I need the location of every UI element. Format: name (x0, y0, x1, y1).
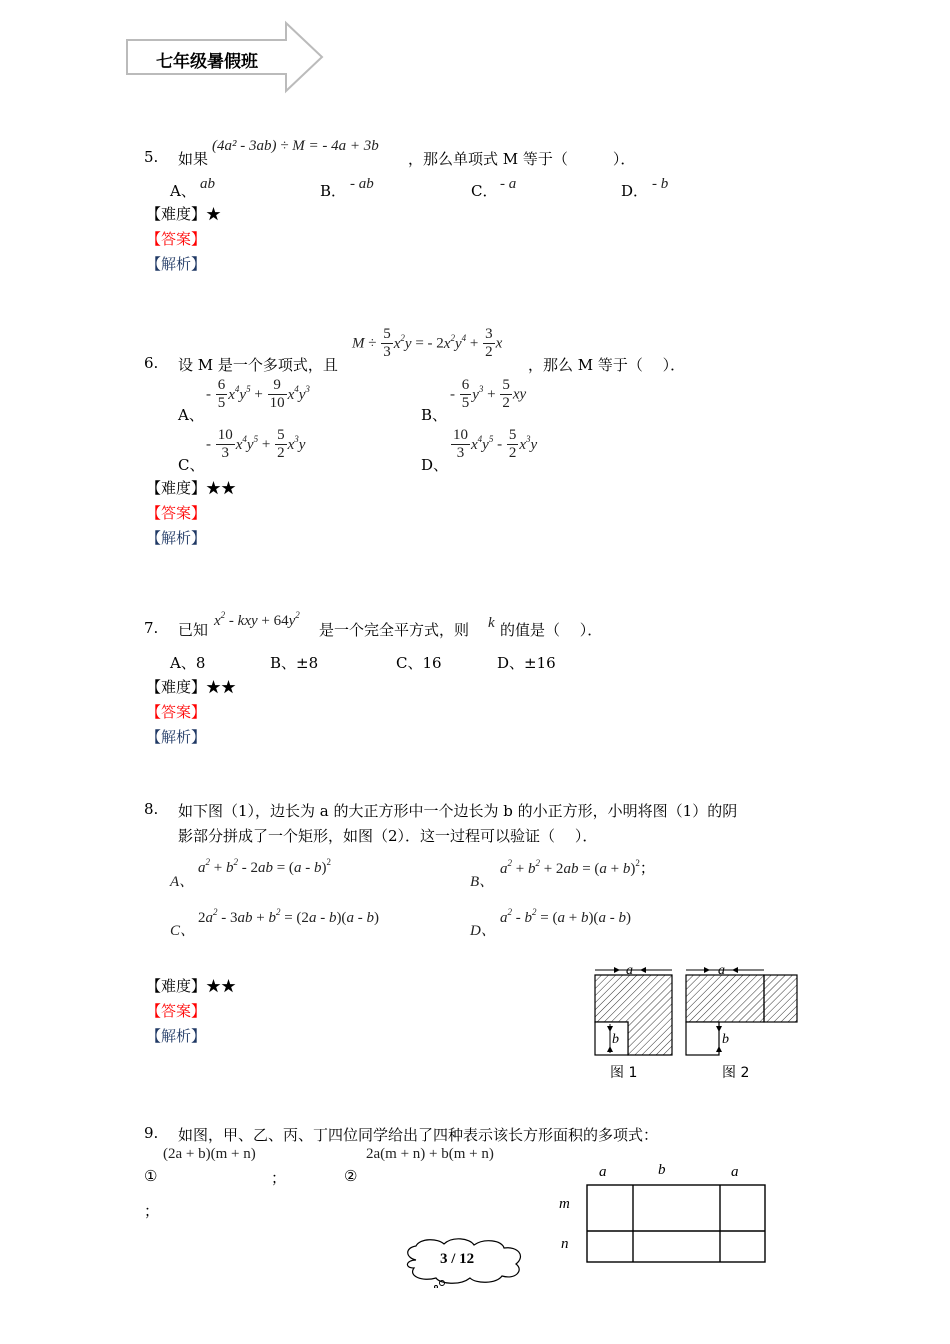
q6-option-b-expr: - $\frac{6}{5}$ $y^3$ + $\frac{5}{2}$ xy (450, 377, 527, 411)
q5-option-c-label: C． (471, 182, 498, 200)
fraction: $\frac{5}{3}$ (383, 326, 391, 360)
q9-col-label-b: b (658, 1162, 666, 1178)
fig2-label-b: b (722, 1032, 729, 1047)
page-number: 3 / 12 (440, 1251, 475, 1267)
fig1-label-b: b (612, 1032, 619, 1047)
q6-option-c-expr: - $\frac{10}{3}$ $x^4y^5$ + $\frac{5}{2}$ $x^3y$ (206, 427, 306, 461)
fig2-caption: 图 2 (722, 1065, 750, 1081)
q9-circle-1: ① (144, 1167, 158, 1185)
q7-expression: $x^2$ - kxy + $64y^2$ (214, 610, 300, 629)
fig1-caption: 图 1 (610, 1065, 638, 1081)
q5-option-a-label: A、 (170, 182, 196, 200)
q5-number: 5. (144, 148, 159, 166)
figure-1 (595, 963, 672, 1081)
q8-line-2: 影部分拼成了一个矩形，如图（2）．这一过程可以验证（ ）． (178, 827, 598, 845)
fraction: $\frac{3}{2}$ (485, 326, 493, 360)
q6-suffix: ，那么 M 等于（ ）． (528, 356, 686, 374)
q9-row-label-n: n (561, 1236, 569, 1252)
q7-option-c: C、16 (396, 654, 442, 672)
q8-difficulty: 【难度】★★ (146, 977, 237, 995)
fig2-arrow-left (704, 967, 710, 973)
q8-option-a-expr: $a^2 + b^2 - 2ab = (a - b)^2$ (198, 857, 331, 876)
q9-col-label-a1: a (599, 1164, 607, 1180)
q9-outer-rect (587, 1185, 765, 1262)
q5-option-d-value: - b (652, 176, 669, 192)
q9-expr-2: 2a(m + n) + b(m + n) (366, 1146, 494, 1162)
q6-difficulty: 【难度】★★ (146, 479, 237, 497)
q5-difficulty: 【难度】★ (146, 205, 222, 223)
header-title: 七年级暑假班 (156, 52, 258, 72)
q8-option-c-label: C、 (170, 923, 196, 939)
q5-answer-label: 【答案】 (146, 230, 207, 248)
q9-text: 如图，甲、乙、丙、丁四位同学给出了四种表示该长方形面积的多项式： (178, 1126, 659, 1144)
q7-answer-label: 【答案】 (146, 703, 207, 721)
q8-analysis-label: 【解析】 (146, 1027, 207, 1045)
fig1-label-a: a (626, 963, 633, 978)
q5-expression: (4a² - 3ab) ÷ M = - 4a + 3b (212, 138, 379, 154)
q8-option-d-expr: $a^2 - b^2 = (a + b)(a - b)$ (500, 907, 631, 926)
q6-option-d-expr: $\frac{10}{3}$ $x^4y^5$ - $\frac{5}{2}$ $x^3y$ (453, 427, 538, 461)
fig2-arrow-right (732, 967, 738, 973)
q6-prefix: 设 M 是一个多项式，且 (178, 356, 338, 374)
q9-expr-1: (2a + b)(m + n) (163, 1146, 256, 1162)
q8-option-a-label: A、 (170, 874, 195, 890)
q6-analysis-label: 【解析】 (146, 529, 207, 547)
fig2-rect-extension (764, 975, 797, 1022)
q6-option-a-label: A、 (178, 406, 204, 424)
fig1-arrow-left (614, 967, 620, 973)
q6-option-a-expr: - $\frac{6}{5}$ $x^4y^5$ + $\frac{9}{10}$ $x^4y^3$ (206, 377, 310, 411)
q9-circle-2: ② (344, 1167, 358, 1185)
q7-var-k: k (488, 615, 495, 631)
q8-number: 8. (144, 800, 159, 818)
q9-col-label-a2: a (731, 1164, 739, 1180)
q6-option-b-label: B、 (421, 406, 448, 424)
q9-semicolon-1: ； (271, 1169, 287, 1187)
fig1-arrow-right (640, 967, 646, 973)
q9-figure (555, 1158, 770, 1270)
q8-answer-label: 【答案】 (146, 1002, 207, 1020)
q7-option-d: D、±16 (497, 654, 556, 672)
q5-option-b-label: B． (320, 182, 347, 200)
q7-suffix: 的值是（ ）． (500, 621, 603, 639)
figure-2 (686, 963, 797, 1081)
q7-option-b: B、±8 (270, 654, 319, 672)
q7-mid: 是一个完全平方式，则 (319, 621, 470, 639)
q6-expression: M ÷ $\frac{5}{3}$ $x^2y$ = - $2x^2y^4$ + $\frac{3}{2}$ x (352, 326, 503, 360)
q9-semicolon-2: ； (144, 1202, 160, 1220)
q7-difficulty: 【难度】★★ (146, 678, 237, 696)
q8-option-d-label: D、 (470, 923, 496, 939)
q7-prefix: 已知 (178, 621, 209, 639)
q5-option-a-value: ab (200, 176, 215, 192)
q5-prefix: 如果 (178, 150, 209, 168)
q5-option-d-label: D． (621, 182, 649, 200)
q6-number: 6. (144, 354, 159, 372)
q5-option-c-value: - a (500, 176, 517, 192)
q8-option-c-expr: $2a^2 - 3ab + b^2 = (2a - b)(a - b)$ (198, 907, 379, 926)
q6-option-d-label: D、 (421, 456, 449, 474)
q7-number: 7. (144, 619, 159, 637)
q9-number: 9. (144, 1124, 159, 1142)
q8-option-b-expr: $a^2 + b^2 + 2ab = (a + b)^2$； (500, 858, 655, 877)
fig2-small-square (686, 1022, 719, 1055)
q9-row-label-m: m (559, 1196, 570, 1212)
q7-option-a: A、8 (170, 654, 206, 672)
fig2-label-a: a (718, 963, 725, 978)
q8-line-1: 如下图（1），边长为 a 的大正方形中一个边长为 b 的小正方形，小明将图（1）的阴 (178, 802, 738, 820)
q5-option-b-value: - ab (350, 176, 374, 192)
q6-answer-label: 【答案】 (146, 504, 207, 522)
q8-option-b-label: B、 (470, 874, 495, 890)
q5-suffix: ，那么单项式 M 等于（ ）． (408, 150, 636, 168)
q8-figure (588, 960, 808, 1085)
q7-analysis-label: 【解析】 (146, 728, 207, 746)
fig2-rect-main (686, 975, 764, 1022)
q6-option-c-label: C、 (178, 456, 205, 474)
q5-analysis-label: 【解析】 (146, 255, 207, 273)
